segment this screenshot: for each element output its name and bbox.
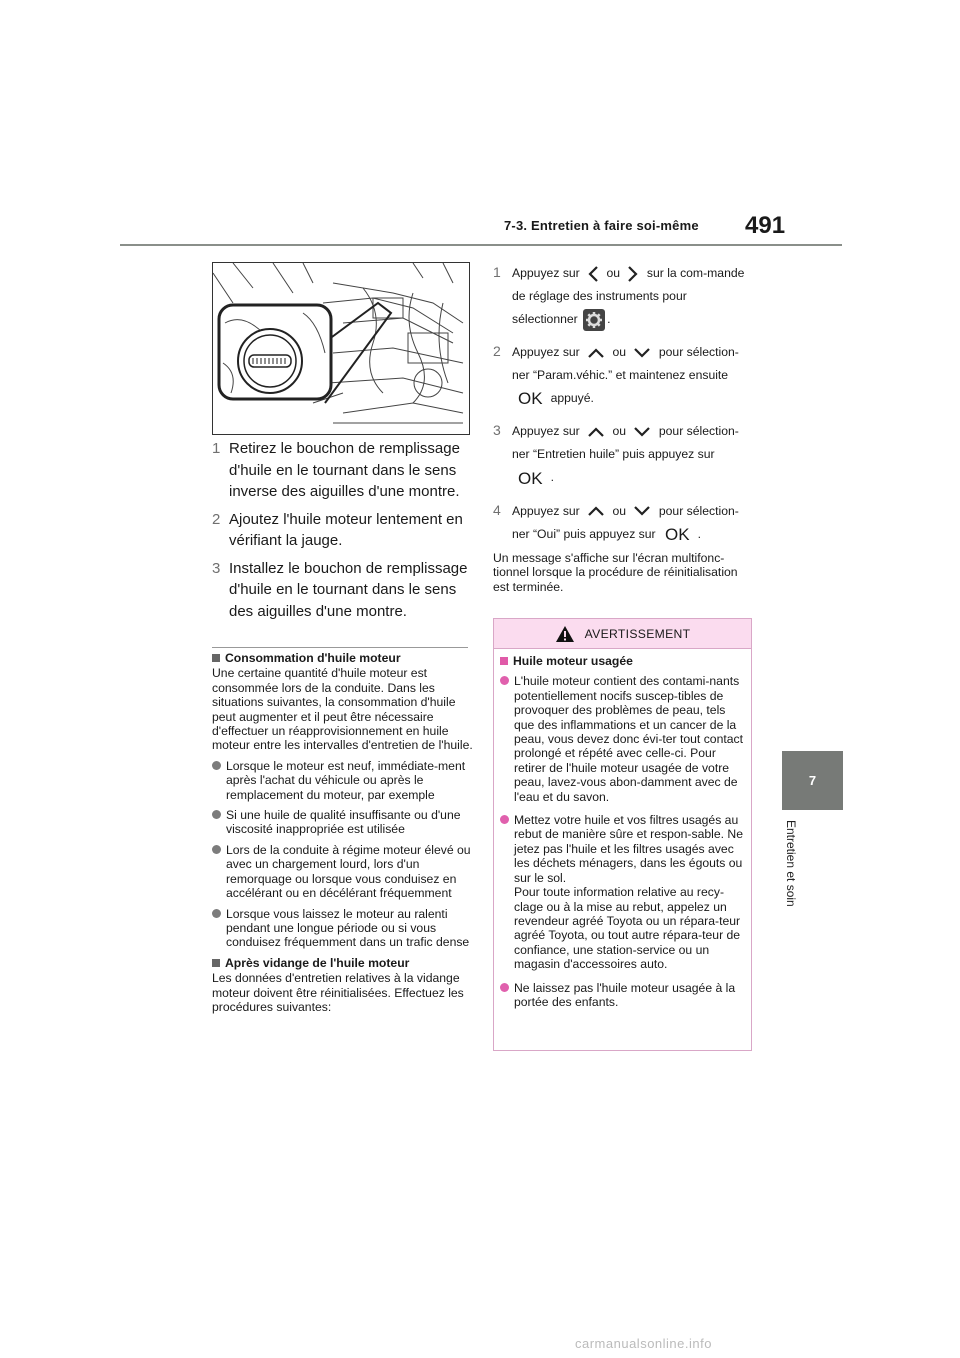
reset-step-2: 2 Appuyez sur ou pour sélection-ner “Param.véhic.” et maintenez ensuite OK appuyé. bbox=[493, 343, 739, 409]
after-change-intro: Les données d'entretien relatives à la vidange moteur doivent être réinitialisées. Effectuez les procédures suivantes: bbox=[212, 971, 464, 1014]
warning-header: AVERTISSEMENT bbox=[494, 619, 751, 649]
reset-step-1: 1 Appuyez sur ou sur la com-mande de réglage des instruments pour sélectionner . bbox=[493, 262, 755, 331]
settings-gear-icon bbox=[583, 309, 605, 331]
chevron-up-icon bbox=[587, 347, 605, 359]
list-item: L'huile moteur contient des contami-nants potentiellement nocifs suscep-tibles de provoquer des problèmes de peau, tels que des inflammations et un cancer de la peau, vous devez donc évi-ter tout contact prolongé et répété avec celle-ci. Pour retirer de l'huile moteur usagée de votre peau, lavez-vous abon-damment avec de l'eau et du savon. bbox=[500, 674, 743, 804]
chevron-up-icon bbox=[587, 426, 605, 438]
bullet-icon bbox=[500, 676, 509, 685]
list-item: Ne laissez pas l'huile moteur usagée à la portée des enfants. bbox=[500, 981, 743, 1010]
refill-steps bbox=[212, 438, 474, 628]
watermark: carmanualsonline.info bbox=[575, 1336, 712, 1351]
bullet-icon bbox=[500, 983, 509, 992]
list-item: Si une huile de qualité insuffisante ou d'une viscosité inappropriée est utilisée bbox=[212, 808, 474, 837]
chevron-down-icon bbox=[633, 505, 651, 517]
chapter-number: 7 bbox=[808, 773, 817, 788]
header-divider bbox=[120, 244, 842, 246]
reset-step-3: 3 Appuyez sur ou pour sélection-ner “Entretien huile” puis appuyez sur OK . bbox=[493, 422, 739, 488]
chevron-left-icon bbox=[587, 265, 599, 283]
chapter-tab[interactable] bbox=[782, 751, 843, 810]
bullet-icon bbox=[500, 815, 509, 824]
list-item: Lorsque vous laissez le moteur au ralenti pendant une longue période ou si vous conduisez fréquemment dans un trafic dense bbox=[212, 907, 474, 950]
warning-triangle-icon bbox=[555, 625, 575, 643]
after-change-heading: Après vidange de l'huile moteur bbox=[212, 956, 474, 970]
reset-step-4: 4 Appuyez sur ou pour sélection-ner “Oui” puis appuyez sur OK . bbox=[493, 501, 739, 544]
step-1: 1 Retirez le bouchon de remplissage d'huile en le tournant dans le sens inverse des aiguilles d'une montre. bbox=[212, 440, 460, 500]
step-3: 3 Installez le bouchon de remplissage d'huile en le tournant dans le sens des aiguilles d'une montre. bbox=[212, 559, 468, 620]
page-number: 491 bbox=[745, 212, 786, 239]
chevron-up-icon bbox=[587, 505, 605, 517]
bullet-icon bbox=[212, 761, 221, 770]
square-bullet-icon bbox=[212, 654, 220, 662]
engine-bay-illustration bbox=[213, 263, 469, 434]
bullet-icon bbox=[212, 810, 221, 819]
engine-oil-cap-figure bbox=[212, 262, 470, 435]
list-item: Mettez votre huile et vos filtres usagés au rebut de manière sûre et respon-sable. Ne jetez pas l'huile et les filtres usagés avec les déchets ménagers, dans les égouts ou sur le sol. Pour toute information relative au recy-clage ou à la mise au rebut, appelez un revendeur agréé Toyota ou un répara-teur agréé Toyota, ou tout autre répara-teur de confiance, une station-service ou un magasin d'accessoires auto. bbox=[500, 813, 743, 971]
section-title: 7-3. Entretien à faire soi-même bbox=[504, 218, 699, 233]
list-item: Lorsque le moteur est neuf, immédiate-ment après l'achat du véhicule ou après le remplacement du moteur, par exemple bbox=[212, 759, 474, 802]
section-divider bbox=[212, 647, 468, 648]
chevron-down-icon bbox=[633, 347, 651, 359]
square-bullet-icon bbox=[212, 959, 220, 967]
ok-icon: OK bbox=[518, 389, 543, 409]
list-item: Lors de la conduite à régime moteur élevé ou avec un chargement lourd, lors d'un remorquage ou lorsque vous conduisez en accélérant ou en décélérant fréquemment bbox=[212, 843, 474, 901]
chapter-label: Entretien et soin bbox=[784, 820, 798, 907]
oil-notes bbox=[212, 651, 474, 1020]
warning-box bbox=[493, 618, 752, 1051]
warning-heading: Huile moteur usagée bbox=[500, 654, 743, 668]
consumption-heading: Consommation d'huile moteur bbox=[212, 651, 474, 665]
reset-message: Un message s'affiche sur l'écran multifonc-tionnel lorsque la procédure de réinitialisation est terminée. bbox=[493, 551, 738, 594]
square-bullet-icon bbox=[500, 657, 508, 665]
chevron-down-icon bbox=[633, 426, 651, 438]
bullet-icon bbox=[212, 845, 221, 854]
ok-icon: OK bbox=[518, 468, 543, 488]
consumption-intro: Une certaine quantité d'huile moteur est consommée lors de la conduite. Dans les situations suivantes, la consommation d'huile peut augmenter et il peut être nécessaire d'effectuer un réapprovisionnement en huile moteur entre les intervalles d'entretien de l'huile. bbox=[212, 666, 473, 753]
bullet-icon bbox=[212, 909, 221, 918]
ok-icon: OK bbox=[665, 524, 690, 544]
step-2: 2 Ajoutez l'huile moteur lentement en vérifiant la jauge. bbox=[212, 510, 463, 549]
chevron-right-icon bbox=[627, 265, 639, 283]
reset-steps bbox=[493, 262, 755, 556]
